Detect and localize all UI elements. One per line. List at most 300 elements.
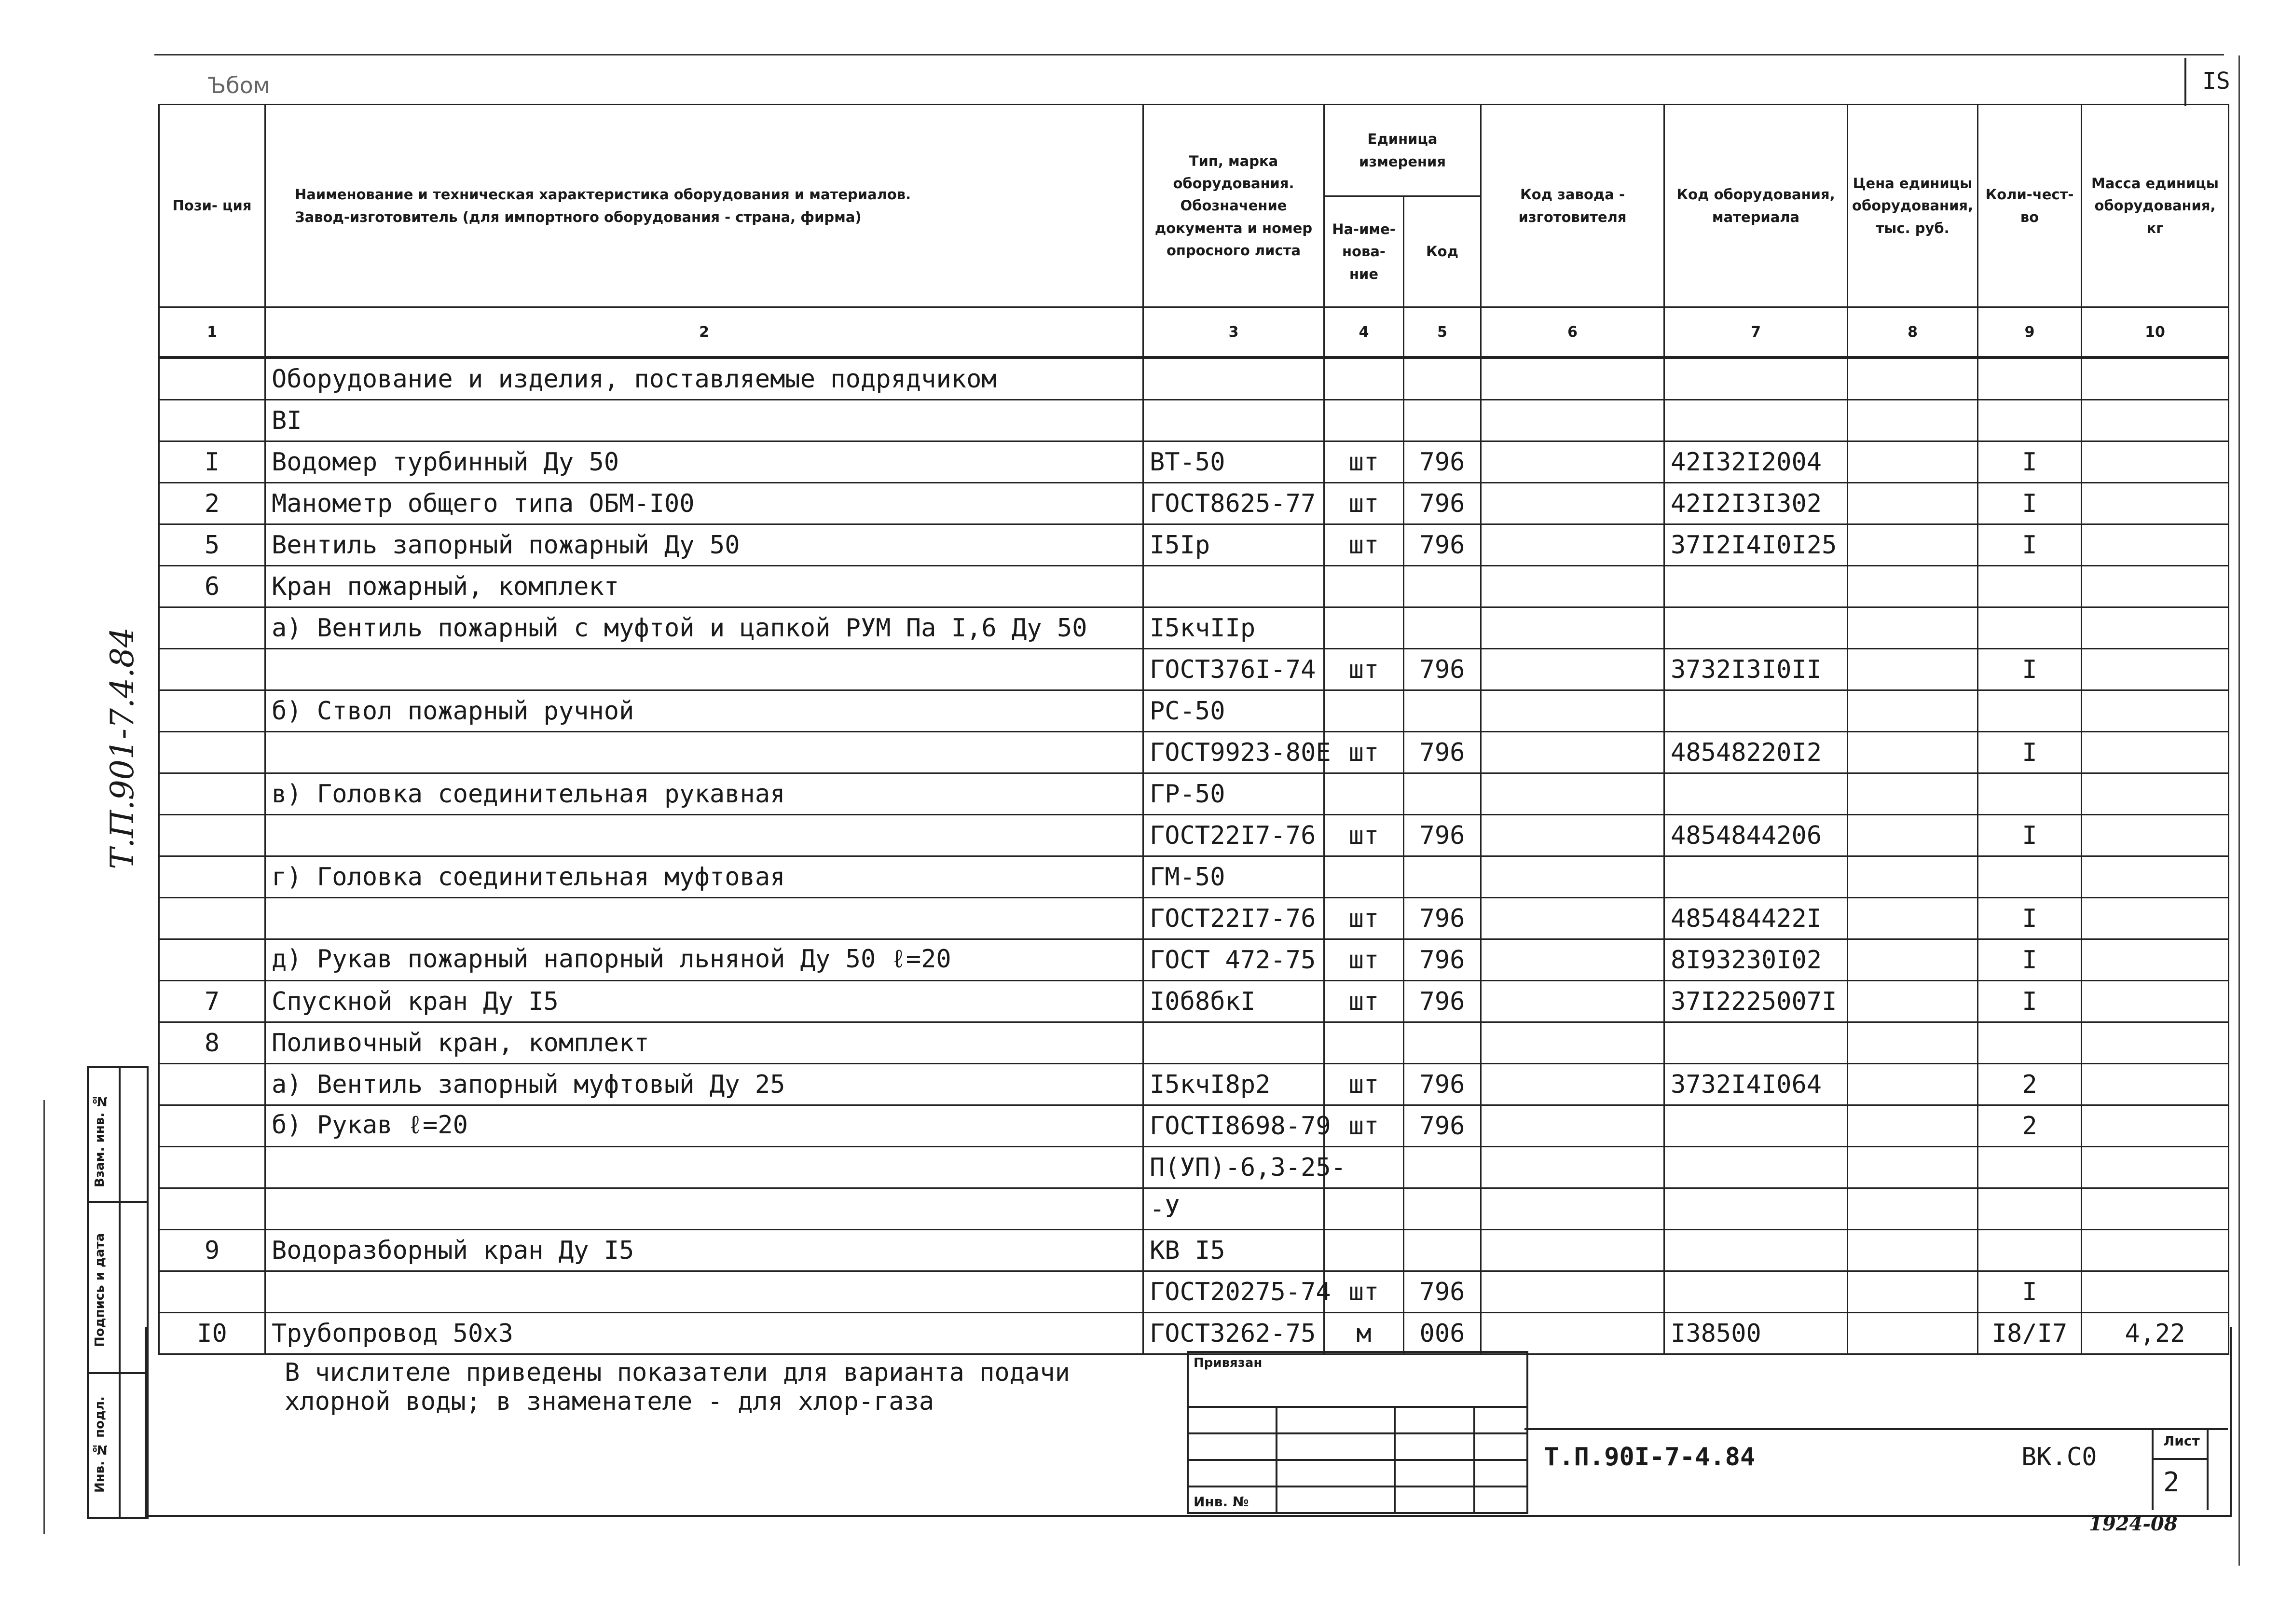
sign-date-label: Подпись и дата	[93, 1233, 107, 1348]
cell-type: ГОСТ22I7-76	[1143, 898, 1324, 939]
header-quantity: Коли-чест-во	[1978, 105, 2082, 307]
orig-inv-label: Инв. № подл.	[93, 1396, 107, 1493]
table-row	[159, 649, 2229, 690]
cell-type: I5Iр	[1143, 524, 1324, 566]
cell-mass	[2082, 607, 2229, 649]
table-row	[159, 1230, 2229, 1271]
document-code: Т.П.90I-7-4.84	[1544, 1443, 1756, 1472]
cell-pos	[159, 815, 265, 856]
cell-unit: м	[1324, 1313, 1404, 1354]
table-row	[159, 1188, 2229, 1230]
cell-equipment-code	[1664, 566, 1848, 607]
table-row	[159, 732, 2229, 773]
cell-name: Манометр общего типа ОБМ-I00	[265, 483, 1143, 524]
table-row	[159, 981, 2229, 1022]
cell-factory-code	[1481, 773, 1664, 815]
cell-unit	[1324, 1188, 1404, 1230]
cell-name	[265, 1188, 1143, 1230]
cell-qty: I	[1978, 524, 2082, 566]
footnote: В числителе приведены показатели для варианта подачи хлорной воды; в знаменателе - для хлор-газа	[285, 1358, 1070, 1416]
table-row	[159, 939, 2229, 981]
cell-pos: 6	[159, 566, 265, 607]
cell-name: Водоразборный кран Ду I5	[265, 1230, 1143, 1271]
col-number: 1	[159, 307, 265, 358]
cell-mass	[2082, 690, 2229, 732]
header-unit-group: Единица измерения	[1324, 105, 1481, 196]
header-price: Цена единицы оборудования, тыс. руб.	[1848, 105, 1978, 307]
cell-mass	[2082, 1230, 2229, 1271]
cell-unit-code: 006	[1404, 1313, 1481, 1354]
cell-price	[1848, 483, 1978, 524]
cell-factory-code	[1481, 566, 1664, 607]
cell-unit-code	[1404, 690, 1481, 732]
cell-equipment-code	[1664, 773, 1848, 815]
cell-unit-code	[1404, 566, 1481, 607]
form-label: Ъбом	[207, 72, 270, 98]
table-row	[159, 690, 2229, 732]
cell-price	[1848, 1064, 1978, 1105]
cell-equipment-code: 42I2I3I302	[1664, 483, 1848, 524]
approval-stamp	[87, 1066, 149, 1519]
cell-pos	[159, 649, 265, 690]
cell-type	[1143, 1022, 1324, 1064]
cell-price	[1848, 856, 1978, 898]
cell-mass	[2082, 483, 2229, 524]
cell-pos	[159, 939, 265, 981]
cell-unit-code: 796	[1404, 815, 1481, 856]
cell-name: б) Ствол пожарный ручной	[265, 690, 1143, 732]
cell-unit	[1324, 773, 1404, 815]
cell-price	[1848, 732, 1978, 773]
cell-pos	[159, 1188, 265, 1230]
table-row	[159, 1022, 2229, 1064]
cell-pos: I	[159, 441, 265, 483]
cell-unit-code: 796	[1404, 441, 1481, 483]
cell-unit-code: 796	[1404, 1105, 1481, 1147]
cell-type: ГОСТ376I-74	[1143, 649, 1324, 690]
cell-factory-code	[1481, 1147, 1664, 1188]
cell-equipment-code	[1664, 690, 1848, 732]
cell-qty: I	[1978, 649, 2082, 690]
cell-factory-code	[1481, 524, 1664, 566]
cell-unit: шт	[1324, 732, 1404, 773]
table-row	[159, 441, 2229, 483]
cell-type: ГОСТ20275-74	[1143, 1271, 1324, 1313]
cell-type: ГОСТ22I7-76	[1143, 815, 1324, 856]
cell-pos	[159, 1064, 265, 1105]
cell-qty	[1978, 1188, 2082, 1230]
cell-equipment-code	[1664, 1188, 1848, 1230]
cell-unit: шт	[1324, 939, 1404, 981]
cell-qty	[1978, 1147, 2082, 1188]
cell-unit: шт	[1324, 1271, 1404, 1313]
cell-equipment-code	[1664, 358, 1848, 400]
cell-price	[1848, 939, 1978, 981]
top-border	[154, 54, 2224, 55]
binding-box	[1187, 1351, 1528, 1514]
col-number: 3	[1143, 307, 1324, 358]
cell-type: П(УП)-6,3-25-	[1143, 1147, 1324, 1188]
cell-mass	[2082, 815, 2229, 856]
right-border	[2238, 55, 2240, 1566]
cell-qty: 2	[1978, 1064, 2082, 1105]
cell-mass	[2082, 524, 2229, 566]
cell-unit: шт	[1324, 483, 1404, 524]
cell-type: ГМ-50	[1143, 856, 1324, 898]
cell-qty	[1978, 773, 2082, 815]
cell-price	[1848, 607, 1978, 649]
cell-unit-code: 796	[1404, 898, 1481, 939]
cell-type: ГОСТ9923-80Е	[1143, 732, 1324, 773]
cell-unit-code	[1404, 1147, 1481, 1188]
cell-mass	[2082, 898, 2229, 939]
header-unit-name: На-име-нова-ние	[1324, 196, 1404, 307]
cell-factory-code	[1481, 441, 1664, 483]
cell-equipment-code: 8I93230I02	[1664, 939, 1848, 981]
cell-mass	[2082, 358, 2229, 400]
table-row	[159, 400, 2229, 441]
archive-number: 1924-08	[2089, 1513, 2178, 1535]
column-number-row	[159, 307, 2229, 358]
ref-inv-label: Взам. инв. №	[93, 1093, 107, 1188]
col-number: 6	[1481, 307, 1664, 358]
cell-name: Трубопровод 50х3	[265, 1313, 1143, 1354]
cell-pos	[159, 856, 265, 898]
cell-mass	[2082, 856, 2229, 898]
section-code: ВК.С0	[2021, 1443, 2097, 1472]
cell-qty: I8/I7	[1978, 1313, 2082, 1354]
cell-unit-code	[1404, 1188, 1481, 1230]
cell-equipment-code: I38500	[1664, 1313, 1848, 1354]
cell-type: ВТ-50	[1143, 441, 1324, 483]
cell-factory-code	[1481, 856, 1664, 898]
cell-qty	[1978, 1230, 2082, 1271]
cell-unit: шт	[1324, 649, 1404, 690]
cell-unit	[1324, 607, 1404, 649]
cell-equipment-code: 485484422I	[1664, 898, 1848, 939]
col-number: 7	[1664, 307, 1848, 358]
cell-equipment-code	[1664, 1230, 1848, 1271]
cell-qty: I	[1978, 483, 2082, 524]
cell-pos	[159, 732, 265, 773]
cell-price	[1848, 1022, 1978, 1064]
cell-factory-code	[1481, 939, 1664, 981]
col-number: 2	[265, 307, 1143, 358]
cell-mass	[2082, 1022, 2229, 1064]
cell-name: а) Вентиль запорный муфтовый Ду 25	[265, 1064, 1143, 1105]
cell-factory-code	[1481, 1230, 1664, 1271]
table-row	[159, 524, 2229, 566]
cell-name: Вентиль запорный пожарный Ду 50	[265, 524, 1143, 566]
sheet-label: Лист	[2163, 1433, 2200, 1449]
cell-factory-code	[1481, 1022, 1664, 1064]
cell-type: ГОСТ8625-77	[1143, 483, 1324, 524]
cell-qty: 2	[1978, 1105, 2082, 1147]
cell-mass: 4,22	[2082, 1313, 2229, 1354]
cell-price	[1848, 649, 1978, 690]
table-row	[159, 358, 2229, 400]
cell-pos	[159, 400, 265, 441]
cell-mass	[2082, 441, 2229, 483]
cell-price	[1848, 1105, 1978, 1147]
table-row	[159, 856, 2229, 898]
cell-factory-code	[1481, 815, 1664, 856]
cell-pos	[159, 1147, 265, 1188]
cell-name	[265, 815, 1143, 856]
cell-factory-code	[1481, 898, 1664, 939]
cell-type: I5кчIIр	[1143, 607, 1324, 649]
cell-pos	[159, 1271, 265, 1313]
col-number: 10	[2082, 307, 2229, 358]
table-row	[159, 607, 2229, 649]
cell-equipment-code: 4854844206	[1664, 815, 1848, 856]
cell-pos	[159, 898, 265, 939]
cell-qty: I	[1978, 898, 2082, 939]
cell-factory-code	[1481, 1188, 1664, 1230]
cell-name: Кран пожарный, комплект	[265, 566, 1143, 607]
cell-equipment-code: 42I32I2004	[1664, 441, 1848, 483]
cell-name: г) Головка соединительная муфтовая	[265, 856, 1143, 898]
cell-name: BI	[265, 400, 1143, 441]
cell-mass	[2082, 1271, 2229, 1313]
header-mass: Масса единицы оборудования, кг	[2082, 105, 2229, 307]
cell-type: ГОСТ 472-75	[1143, 939, 1324, 981]
header-unit-code: Код	[1404, 196, 1481, 307]
cell-unit-code: 796	[1404, 483, 1481, 524]
cell-equipment-code	[1664, 1022, 1848, 1064]
cell-unit-code	[1404, 856, 1481, 898]
cell-unit	[1324, 358, 1404, 400]
cell-factory-code	[1481, 690, 1664, 732]
table-row	[159, 1105, 2229, 1147]
cell-name: д) Рукав пожарный напорный льняной Ду 50 ℓ=20	[265, 939, 1143, 981]
cell-name	[265, 1271, 1143, 1313]
cell-type: I5кчI8р2	[1143, 1064, 1324, 1105]
cell-unit-code: 796	[1404, 1271, 1481, 1313]
cell-factory-code	[1481, 981, 1664, 1022]
cell-mass	[2082, 1188, 2229, 1230]
cell-equipment-code	[1664, 1147, 1848, 1188]
sheet-box	[2152, 1428, 2209, 1510]
header-type: Тип, марка оборудования. Обозначение документа и номер опросного листа	[1143, 105, 1324, 307]
cell-name	[265, 898, 1143, 939]
cell-price	[1848, 1230, 1978, 1271]
cell-equipment-code	[1664, 607, 1848, 649]
cell-price	[1848, 1271, 1978, 1313]
cell-qty	[1978, 566, 2082, 607]
cell-pos	[159, 607, 265, 649]
cell-factory-code	[1481, 607, 1664, 649]
header-equipment-code: Код оборудования, материала	[1664, 105, 1848, 307]
cell-unit	[1324, 1230, 1404, 1271]
cell-type: КВ I5	[1143, 1230, 1324, 1271]
cell-unit: шт	[1324, 524, 1404, 566]
cell-unit: шт	[1324, 981, 1404, 1022]
cell-factory-code	[1481, 400, 1664, 441]
cell-qty	[1978, 1022, 2082, 1064]
cell-equipment-code	[1664, 1105, 1848, 1147]
cell-unit-code	[1404, 773, 1481, 815]
cell-name: б) Рукав ℓ=20	[265, 1105, 1143, 1147]
cell-price	[1848, 815, 1978, 856]
table-row	[159, 1064, 2229, 1105]
cell-qty	[1978, 400, 2082, 441]
cell-qty: I	[1978, 981, 2082, 1022]
cell-pos	[159, 690, 265, 732]
cell-pos: 8	[159, 1022, 265, 1064]
corner-sheet-number: IS	[2202, 68, 2230, 95]
cell-unit	[1324, 400, 1404, 441]
sheet-value: 2	[2163, 1467, 2180, 1498]
cell-pos	[159, 1105, 265, 1147]
cell-equipment-code: 3732I3I0II	[1664, 649, 1848, 690]
cell-mass	[2082, 400, 2229, 441]
cell-price	[1848, 358, 1978, 400]
cell-pos	[159, 358, 265, 400]
cell-pos: 2	[159, 483, 265, 524]
cell-unit	[1324, 1022, 1404, 1064]
cell-type	[1143, 358, 1324, 400]
cell-unit: шт	[1324, 1105, 1404, 1147]
cell-name: Оборудование и изделия, поставляемые подрядчиком	[265, 358, 1143, 400]
cell-price	[1848, 1188, 1978, 1230]
cell-unit: шт	[1324, 1064, 1404, 1105]
cell-mass	[2082, 649, 2229, 690]
cell-factory-code	[1481, 483, 1664, 524]
cell-unit-code: 796	[1404, 1064, 1481, 1105]
cell-type	[1143, 400, 1324, 441]
cell-unit-code	[1404, 400, 1481, 441]
cell-unit-code: 796	[1404, 732, 1481, 773]
cell-type: РС-50	[1143, 690, 1324, 732]
cell-mass	[2082, 732, 2229, 773]
cell-mass	[2082, 566, 2229, 607]
cell-unit: шт	[1324, 441, 1404, 483]
cell-price	[1848, 441, 1978, 483]
cell-pos: 7	[159, 981, 265, 1022]
cell-qty: I	[1978, 815, 2082, 856]
cell-name	[265, 649, 1143, 690]
cell-equipment-code: 3732I4I064	[1664, 1064, 1848, 1105]
col-number: 9	[1978, 307, 2082, 358]
cell-price	[1848, 898, 1978, 939]
cell-price	[1848, 1147, 1978, 1188]
cell-factory-code	[1481, 1271, 1664, 1313]
cell-equipment-code: 37I2225007I	[1664, 981, 1848, 1022]
cell-type	[1143, 566, 1324, 607]
cell-factory-code	[1481, 732, 1664, 773]
cell-unit-code: 796	[1404, 939, 1481, 981]
cell-mass	[2082, 981, 2229, 1022]
cell-unit-code: 796	[1404, 981, 1481, 1022]
cell-price	[1848, 524, 1978, 566]
cell-equipment-code	[1664, 400, 1848, 441]
bound-label: Привязан	[1194, 1356, 1263, 1370]
col-number: 4	[1324, 307, 1404, 358]
header-name: Наименование и техническая характеристика оборудования и материалов. Завод-изготовитель (для импортного оборудования - страна, фирма)	[265, 105, 1143, 307]
cell-type: ГОСТ3262-75	[1143, 1313, 1324, 1354]
cell-mass	[2082, 1105, 2229, 1147]
cell-pos: 5	[159, 524, 265, 566]
cell-name: в) Головка соединительная рукавная	[265, 773, 1143, 815]
cell-unit: шт	[1324, 898, 1404, 939]
cell-pos: 9	[159, 1230, 265, 1271]
cell-name	[265, 1147, 1143, 1188]
cell-unit-code	[1404, 358, 1481, 400]
inv-number-label: Инв. №	[1194, 1494, 1249, 1510]
cell-price	[1848, 773, 1978, 815]
cell-qty: I	[1978, 1271, 2082, 1313]
cell-unit-code	[1404, 607, 1481, 649]
cell-unit	[1324, 566, 1404, 607]
cell-type: I0б8бкI	[1143, 981, 1324, 1022]
cell-qty: I	[1978, 441, 2082, 483]
side-document-code: Т.П.901-7.4.84	[104, 627, 141, 869]
header-position: Пози- ция	[159, 105, 265, 307]
cell-equipment-code	[1664, 856, 1848, 898]
cell-mass	[2082, 1064, 2229, 1105]
table-row	[159, 1271, 2229, 1313]
cell-pos	[159, 773, 265, 815]
cell-unit-code: 796	[1404, 649, 1481, 690]
cell-qty	[1978, 690, 2082, 732]
specification-table	[158, 104, 2229, 1355]
cell-price	[1848, 400, 1978, 441]
cell-unit	[1324, 856, 1404, 898]
table-row	[159, 483, 2229, 524]
cell-unit-code	[1404, 1230, 1481, 1271]
cell-factory-code	[1481, 1064, 1664, 1105]
cell-mass	[2082, 939, 2229, 981]
cell-qty: I	[1978, 939, 2082, 981]
table-row	[159, 566, 2229, 607]
cell-unit-code	[1404, 1022, 1481, 1064]
cell-qty	[1978, 856, 2082, 898]
cell-type: ГОСТI8698-79	[1143, 1105, 1324, 1147]
cell-price	[1848, 566, 1978, 607]
cell-factory-code	[1481, 1105, 1664, 1147]
cell-name: Поливочный кран, комплект	[265, 1022, 1143, 1064]
cell-mass	[2082, 1147, 2229, 1188]
cell-price	[1848, 981, 1978, 1022]
cell-equipment-code: 37I2I4I0I25	[1664, 524, 1848, 566]
table-row	[159, 898, 2229, 939]
cell-pos: I0	[159, 1313, 265, 1354]
col-number: 5	[1404, 307, 1481, 358]
left-border	[43, 1100, 45, 1534]
cell-factory-code	[1481, 358, 1664, 400]
cell-unit	[1324, 690, 1404, 732]
cell-name: а) Вентиль пожарный с муфтой и цапкой РУМ Па I,6 Ду 50	[265, 607, 1143, 649]
cell-type: ГР-50	[1143, 773, 1324, 815]
cell-factory-code	[1481, 649, 1664, 690]
cell-equipment-code	[1664, 1271, 1848, 1313]
cell-qty	[1978, 607, 2082, 649]
table-row	[159, 1147, 2229, 1188]
cell-price	[1848, 690, 1978, 732]
cell-qty	[1978, 358, 2082, 400]
header-factory-code: Код завода - изготовителя	[1481, 105, 1664, 307]
cell-name: Водомер турбинный Ду 50	[265, 441, 1143, 483]
cell-unit: шт	[1324, 815, 1404, 856]
cell-equipment-code: 48548220I2	[1664, 732, 1848, 773]
cell-name: Спускной кран Ду I5	[265, 981, 1143, 1022]
cell-qty: I	[1978, 732, 2082, 773]
table-row	[159, 773, 2229, 815]
cell-unit-code: 796	[1404, 524, 1481, 566]
cell-type: -У	[1143, 1188, 1324, 1230]
table-row	[159, 815, 2229, 856]
